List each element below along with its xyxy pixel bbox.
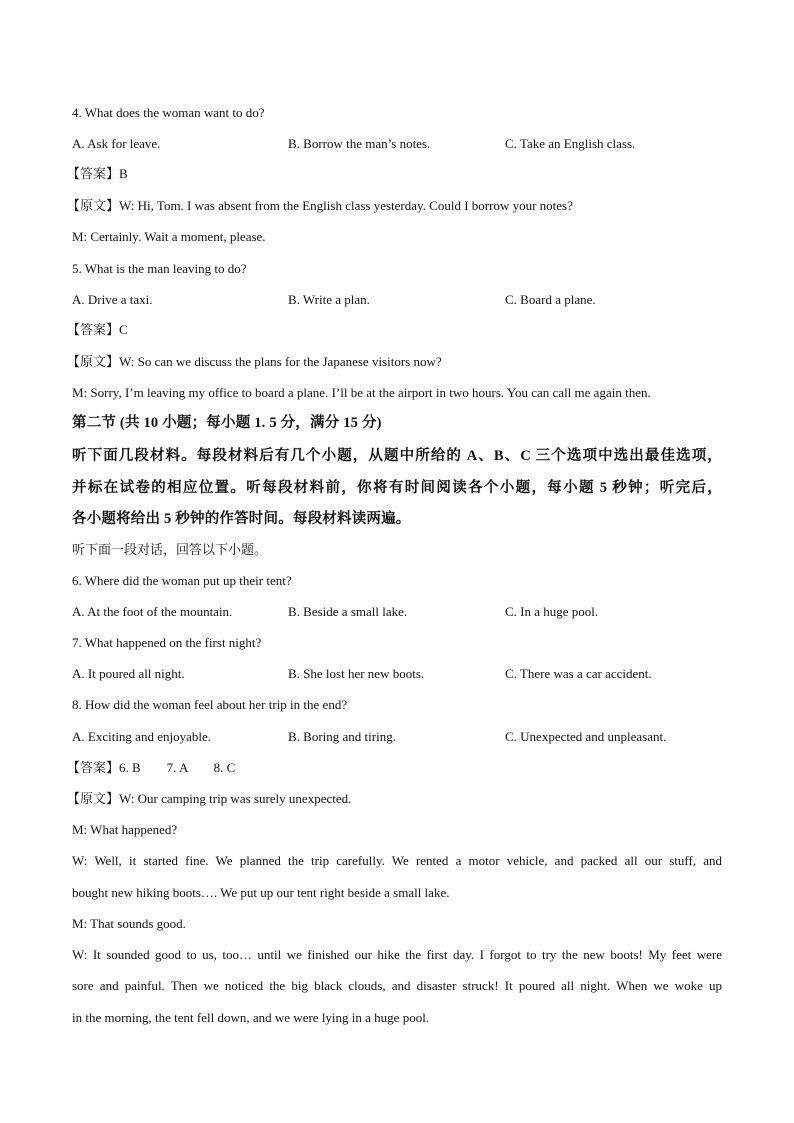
q4-answer: 【答案】B	[67, 166, 128, 181]
q4-transcript-line: 【原文】W: Hi, Tom. I was absent from the English class yesterday. Could I borrow your notes?	[67, 198, 573, 213]
section-title: 第二节 (共 10 小题；每小题 1. 5 分，满分 15 分)	[72, 415, 382, 431]
transcript-line: sore and painful. Then we noticed the big black clouds, and disaster struck! It poured all night. When we woke up	[72, 978, 722, 993]
section-instruction-line: 听下面几段材料。每段材料后有几个小题，从题中所给的 A、B、C 三个选项中选出最佳选项，	[72, 448, 722, 464]
question-8: 8. How did the woman feel about her trip in the end?	[72, 697, 348, 712]
q5-option-b: B. Write a plan.	[288, 292, 370, 307]
transcript-line: W: Well, it started fine. We planned the trip carefully. We rented a motor vehicle, and packed all our stuff, and	[72, 853, 722, 868]
q7-option-a: A. It poured all night.	[72, 666, 185, 681]
q8-option-a: A. Exciting and enjoyable.	[72, 729, 211, 744]
q5-option-c: C. Board a plane.	[505, 292, 596, 307]
transcript-line: 【原文】W: Our camping trip was surely unexpected.	[67, 791, 352, 806]
q5-answer: 【答案】C	[67, 322, 128, 337]
q5-transcript-line: 【原文】W: So can we discuss the plans for the Japanese visitors now?	[67, 354, 442, 369]
transcript-line: M: What happened?	[72, 822, 178, 837]
question-6: 6. Where did the woman put up their tent?	[72, 573, 292, 588]
q6-option-a: A. At the foot of the mountain.	[72, 604, 233, 619]
q7-option-b: B. She lost her new boots.	[288, 666, 425, 681]
q4-option-c: C. Take an English class.	[505, 136, 636, 151]
section-intro: 听下面一段对话，回答以下小题。	[72, 542, 268, 557]
transcript-line: W: It sounded good to us, too… until we finished our hike the first day. I forgot to try the new boots! My feet were	[72, 947, 722, 962]
q6-option-b: B. Beside a small lake.	[288, 604, 408, 619]
question-4: 4. What does the woman want to do?	[72, 105, 265, 120]
question-5: 5. What is the man leaving to do?	[72, 261, 247, 276]
q5-option-a: A. Drive a taxi.	[72, 292, 153, 307]
question-7: 7. What happened on the first night?	[72, 635, 262, 650]
section-instruction-line: 并标在试卷的相应位置。听每段材料前，你将有时间阅读各个小题，每小题 5 秒钟；听完后，	[72, 480, 722, 496]
answers-6-8: 【答案】6. B 7. A 8. C	[67, 760, 236, 775]
q6-option-c: C. In a huge pool.	[505, 604, 599, 619]
q8-option-c: C. Unexpected and unpleasant.	[505, 729, 667, 744]
transcript-line: in the morning, the tent fell down, and we were lying in a huge pool.	[72, 1010, 430, 1025]
q8-option-b: B. Boring and tiring.	[288, 729, 396, 744]
q5-transcript-line: M: Sorry, I’m leaving my office to board a plane. I’ll be at the airport in two hours. You can call me again then.	[72, 385, 651, 400]
q4-transcript-line: M: Certainly. Wait a moment, please.	[72, 229, 266, 244]
transcript-line: M: That sounds good.	[72, 916, 186, 931]
transcript-line: bought new hiking boots…. We put up our tent right beside a small lake.	[72, 885, 450, 900]
section-instruction-line: 各小题将给出 5 秒钟的作答时间。每段材料读两遍。	[72, 511, 411, 527]
q7-option-c: C. There was a car accident.	[505, 666, 652, 681]
q4-option-a: A. Ask for leave.	[72, 136, 161, 151]
q4-option-b: B. Borrow the man’s notes.	[288, 136, 431, 151]
